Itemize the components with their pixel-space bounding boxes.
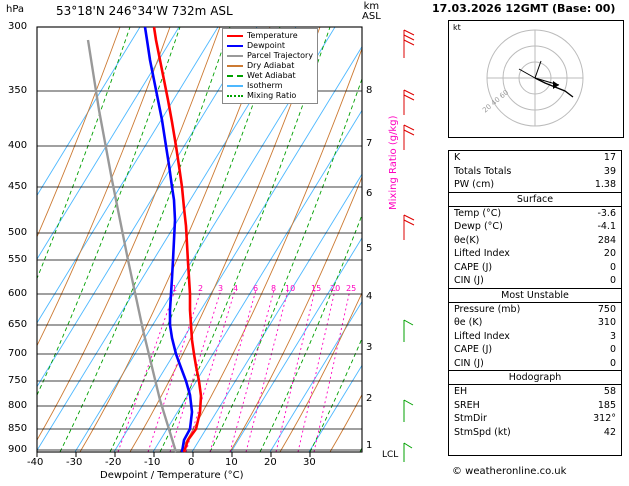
legend-label-temperature: Temperature [247,31,298,40]
table-row [449,316,621,330]
index-key: Lifted Index [454,248,510,259]
index-value: 58 [603,386,616,397]
legend-item-isotherm [227,81,313,91]
hodograph [448,20,624,138]
index-key: θe (K) [454,317,483,328]
index-key: CAPE (J) [454,344,493,355]
mixing-ratio-axis-label: Mixing Ratio (g/kg) [388,115,399,210]
table-row [449,234,621,248]
table-row [449,261,621,275]
legend-item-wet-adiabat [227,71,313,81]
index-value: 312° [593,413,616,424]
index-key: CAPE (J) [454,261,493,273]
legend-swatch-parcel [227,55,243,57]
index-value: 0 [609,344,616,355]
index-key: PW (cm) [454,179,495,190]
legend-swatch-mixing-ratio [227,95,243,97]
index-key: CIN (J) [454,357,484,369]
index-value: 310 [597,317,616,328]
index-key: SREH [454,399,480,411]
legend [222,28,318,104]
table-row [449,247,621,261]
height-unit-label [362,2,381,22]
index-value: 0 [609,357,616,369]
hodograph-ring-label: 20 40 60 [481,88,511,115]
table-row [449,274,621,288]
section-header-hodograph: Hodograph [449,370,621,385]
copyright-label: © weatheronline.co.uk [452,466,567,477]
index-key: Lifted Index [454,330,510,342]
legend-item-temperature [227,31,313,41]
x-axis-label: Dewpoint / Temperature (°C) [100,470,244,481]
skewt-diagram: hPa 53°18'N 246°34'W 732m ASL km ASL 300 350 400 450 500 550 600 650 700 750 800 850 900 8 7 6 5 4 3 2 1 -40 -30 -20 -10 0 10 20 30 1 2 3 4 6 8 10 15 20 25 Dewpoint / Temperature (°C) Mixing Ratio (g/kg) LCL Temperature Dewpoint Parcel Trajectory Dry Adiabat Wet Adiabat Isotherm Mixing Ratio [0,0,430,486]
km-label: km [363,1,380,12]
index-value: 0 [609,275,616,286]
table-row [449,178,621,192]
table-row [449,385,621,399]
index-key: Temp (°C) [454,207,502,219]
legend-label-dewpoint: Dewpoint [247,41,286,50]
index-key: StmDir [454,413,487,424]
legend-item-dry-adiabat [227,61,313,71]
legend-label-wet-adiabat: Wet Adiabat [247,71,296,80]
index-value: 750 [597,303,616,315]
index-value: 0 [609,261,616,273]
index-value: -4.1 [597,221,616,232]
table-row [449,343,621,357]
legend-item-parcel [227,51,313,61]
lcl-label: LCL [382,450,399,460]
station-title: 53°18'N 246°34'W 732m ASL [56,4,233,18]
section-header-most-unstable: Most Unstable [449,288,621,303]
index-key: EH [454,386,468,397]
legend-swatch-temperature [227,35,243,37]
index-key: Totals Totals [454,165,512,177]
table-row [449,165,621,179]
legend-label-mixing-ratio: Mixing Ratio [247,91,297,100]
table-row [449,207,621,221]
table-row [449,357,621,371]
legend-swatch-dewpoint [227,45,243,47]
asl-label: ASL [362,11,381,22]
legend-swatch-dry-adiabat [227,65,243,67]
index-value: -3.6 [597,207,616,219]
table-row [449,220,621,234]
pressure-unit-label: hPa [6,4,25,15]
index-value: 284 [597,234,616,246]
index-key: Dewp (°C) [454,221,503,232]
legend-label-dry-adiabat: Dry Adiabat [247,61,295,70]
index-value: 3 [609,330,616,342]
index-key: CIN (J) [454,275,484,286]
legend-label-parcel: Parcel Trajectory [247,51,314,60]
index-value: 39 [603,165,616,177]
legend-swatch-isotherm [227,85,243,87]
indices-table [448,150,622,456]
table-row [449,303,621,317]
index-key: StmSpd (kt) [454,426,511,438]
legend-swatch-wet-adiabat [227,75,243,77]
hodograph-unit-label: kt [453,23,461,32]
wind-barbs [404,30,414,240]
legend-item-dewpoint [227,41,313,51]
table-row [449,399,621,413]
index-value: 42 [603,426,616,438]
index-value: 185 [597,399,616,411]
table-row [449,412,621,426]
table-row [449,426,621,440]
section-header-surface: Surface [449,192,621,207]
index-value: 20 [603,248,616,259]
index-key: θe(K) [454,234,480,246]
legend-label-isotherm: Isotherm [247,81,283,90]
table-row [449,330,621,344]
index-value: 17 [603,152,616,163]
datetime-header: 17.03.2026 12GMT (Base: 00) [432,2,616,15]
index-key: Pressure (mb) [454,303,521,315]
index-key: K [454,152,461,163]
table-row [449,151,621,165]
legend-item-mixing-ratio [227,91,313,101]
index-value: 1.38 [594,179,616,190]
